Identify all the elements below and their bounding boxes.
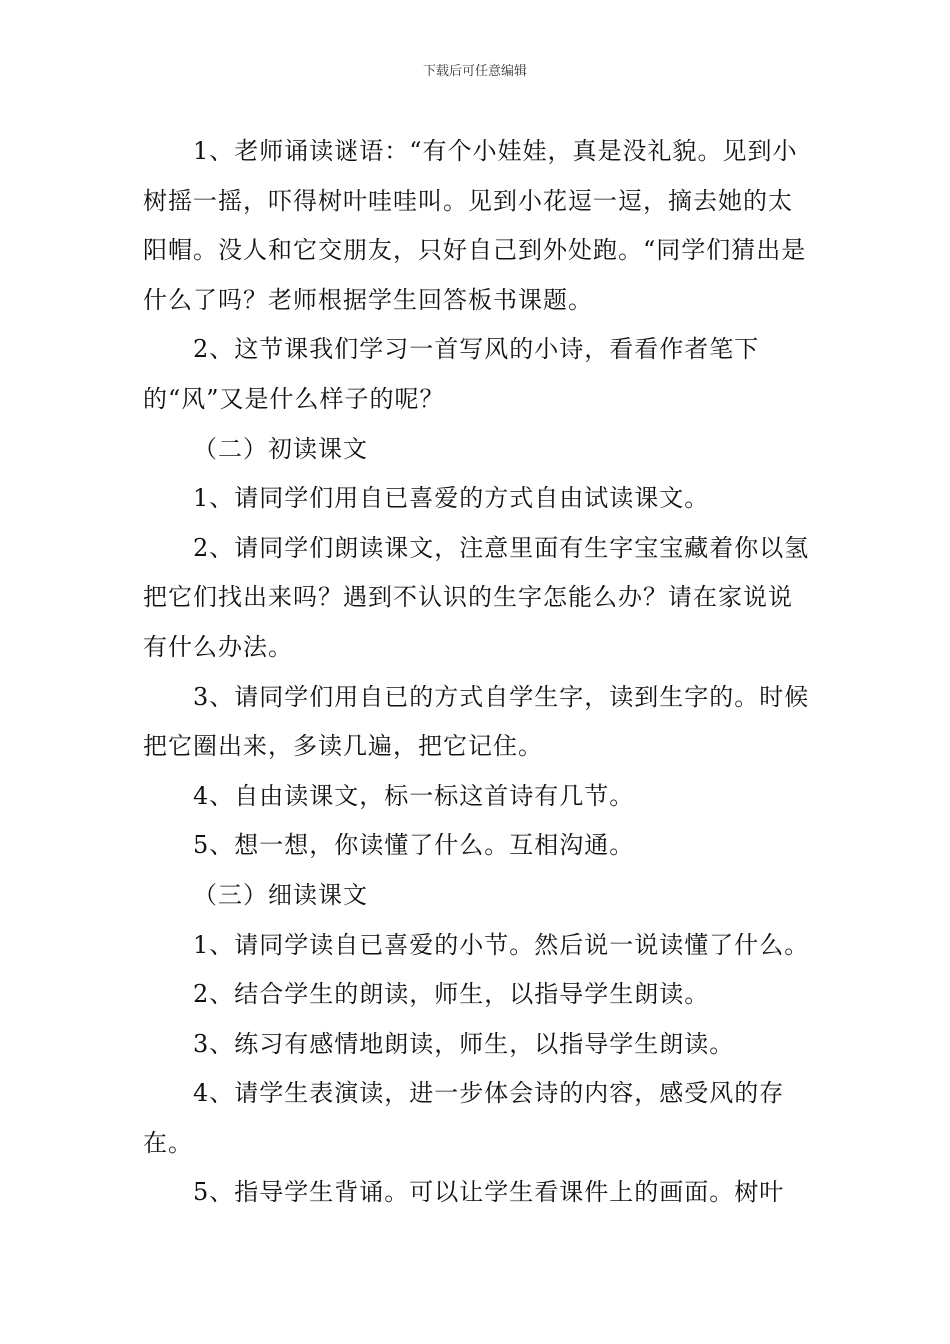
paragraph-close-reading-1: 1、请同学读自已喜爱的小节。然后说一说读懂了什么。 — [193, 930, 810, 959]
paragraph-first-reading-1: 1、请同学们用自已喜爱的方式自由试读课文。 — [193, 484, 710, 513]
document-body — [143, 127, 813, 1218]
paragraph-close-reading-3: 3、练习有感情地朗读，师生，以指导学生朗读。 — [193, 1029, 735, 1058]
paragraph-first-reading-3: 3、请同学们用自已的方式自学生字，读到生字的。时候把它圈出来，多读几遍，把它记住。 — [143, 682, 810, 761]
paragraph-first-reading-4: 4、自由读课文，标一标这首诗有几节。 — [193, 781, 635, 810]
paragraph-close-reading-4: 4、请学生表演读，进一步体会诗的内容，感受风的存在。 — [143, 1079, 785, 1157]
paragraph-lesson-intro: 2、这节课我们学习一首写风的小诗，看看作者笔下的“风”又是什么样子的呢？ — [143, 335, 760, 413]
section-heading-close-reading: （三）细读课文 — [193, 880, 368, 909]
paragraph-close-reading-2: 2、结合学生的朗读，师生，以指导学生朗读。 — [193, 980, 710, 1009]
paragraph-close-reading-5: 5、指导学生背诵。可以让学生看课件上的画面。树叶 — [193, 1178, 785, 1207]
paragraph-first-reading-5: 5、想一想，你读懂了什么。互相沟通。 — [193, 831, 635, 860]
paragraph-first-reading-2: 2、请同学们朗读课文，注意里面有生字宝宝藏着你以氢把它们找出来吗？遇到不认识的生字怎能么办？请在家说说有什么办法。 — [143, 533, 810, 661]
paragraph-riddle: 1、老师诵读谜语：“有个小娃娃，真是没礼貌。见到小树摇一摇，吓得树叶哇哇叫。见到小花逗一逗，摘去她的太阳帽。没人和它交朋友，只好自己到外处跑。“同学们猜出是什么了吗？老师根据学生回答板书课题。 — [143, 137, 807, 314]
page-header: 下载后可任意编辑 — [422, 64, 527, 79]
section-heading-first-reading: （二）初读课文 — [193, 434, 368, 463]
